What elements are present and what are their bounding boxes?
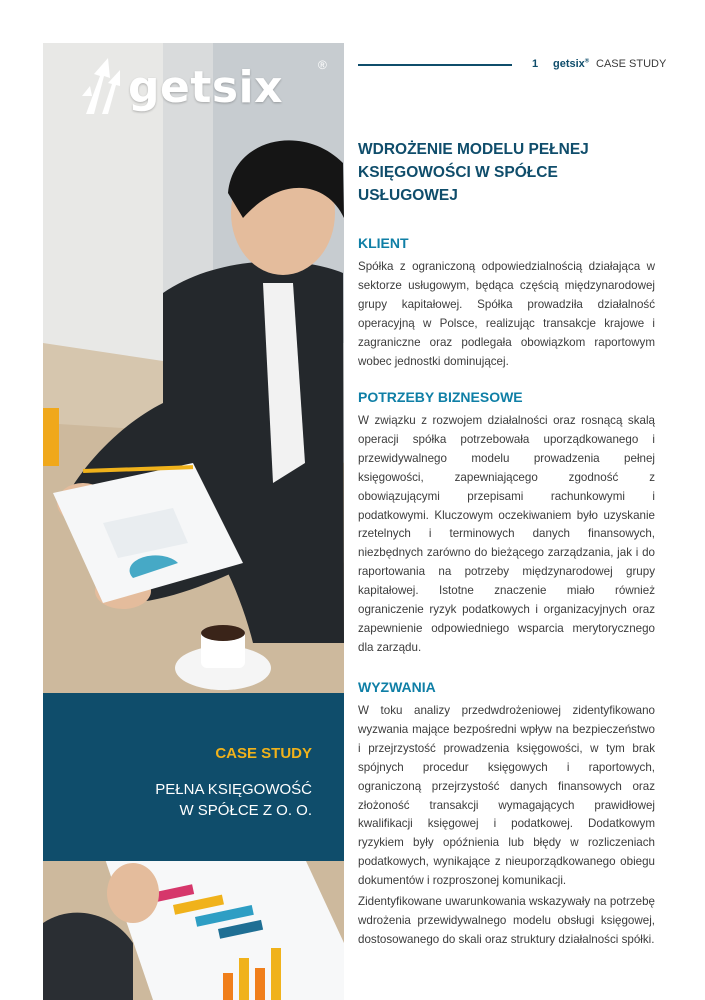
logo-registered-mark: ®	[318, 58, 327, 72]
header-brand-reg: ®	[584, 58, 590, 65]
header-brand	[553, 58, 589, 70]
logo-wordmark: getsix	[128, 62, 284, 113]
section-text-challenges: W toku analizy przedwdrożeniowej zidentyfikowano wyzwania mające bezpośredni wpływ na bezpieczeństwo i przejrzystość prowadzenia księgowości, w tym brak spójnych procedur księgowych i raportowych, ograniczoną przejrzystość danych finansowych oraz złożoność transakcji wymagających prawidłowej kwalifikacji księgowej i podatkowej. Dodatkowym ryzykiem były opóźnienia lub błędy w rozliczeniach podatkowych, wynikające z nieuporządkowanego obiegu dokumentów i rozproszonej komunikacji.	[358, 704, 655, 888]
case-study-subtitle: PEŁNA KSIĘGOWOŚĆ W SPÓŁCE Z O. O.	[155, 781, 312, 819]
getsix-logo-mark-icon	[82, 56, 132, 116]
section-heading-challenges: WYZWANIA	[358, 679, 436, 695]
header-doc-type: CASE STUDY	[596, 58, 667, 70]
getsix-logo	[82, 56, 342, 120]
hero-photo	[43, 43, 344, 1000]
section-heading-client: KLIENT	[358, 235, 409, 251]
section-text-needs: W związku z rozwojem działalności oraz rosnącą skalą operacji spółka potrzebowała uporządkowanego i przewidywalnego modelu prowadzenia pełnej księgowości, zapewniającego zgodność z obowiązującymi przepisami rachunkowymi i podatkowymi. Kluczowym oczekiwaniem było uzyskanie rzetelnych i terminowych danych finansowych, niezbędnych zarówno do bieżącego zarządzania, jak i do raportowania na potrzeby międzynarodowej grupy kapitałowej. Istotne znaczenie miało również ograniczenie ryzyk podatkowych i organizacyjnych oraz zapewnienie odpowiedniego wsparcia merytorycznego dla zarządu.	[358, 414, 655, 654]
section-text-client: Spółka z ograniczoną odpowiedzialnością działająca w sektorze usługowym, będąca częścią międzynarodowej grupy kapitałowej. Spółka prowadziła działalność operacyjną w Polsce, realizując transakcje krajowe i zagraniczne oraz podlegała obowiązkom raportowym wobec jednostki dominującej.	[358, 260, 655, 368]
case-study-box	[43, 693, 344, 861]
header-brand-name: getsix	[553, 58, 585, 70]
section-heading-needs: POTRZEBY BIZNESOWE	[358, 389, 523, 405]
page-number: 1	[532, 58, 539, 70]
section-text-challenges-2: Zidentyfikowane uwarunkowania wskazywały na potrzebę wdrożenia przewidywalnego modelu obsługi księgowej, dostosowanego do skali oraz struktury działalności spółki.	[358, 895, 655, 946]
case-study-label: CASE STUDY	[215, 745, 312, 762]
header-rule	[358, 64, 512, 66]
page-title: WDROŻENIE MODELU PEŁNEJ KSIĘGOWOŚCI W SPÓŁCE USŁUGOWEJ	[358, 141, 589, 204]
